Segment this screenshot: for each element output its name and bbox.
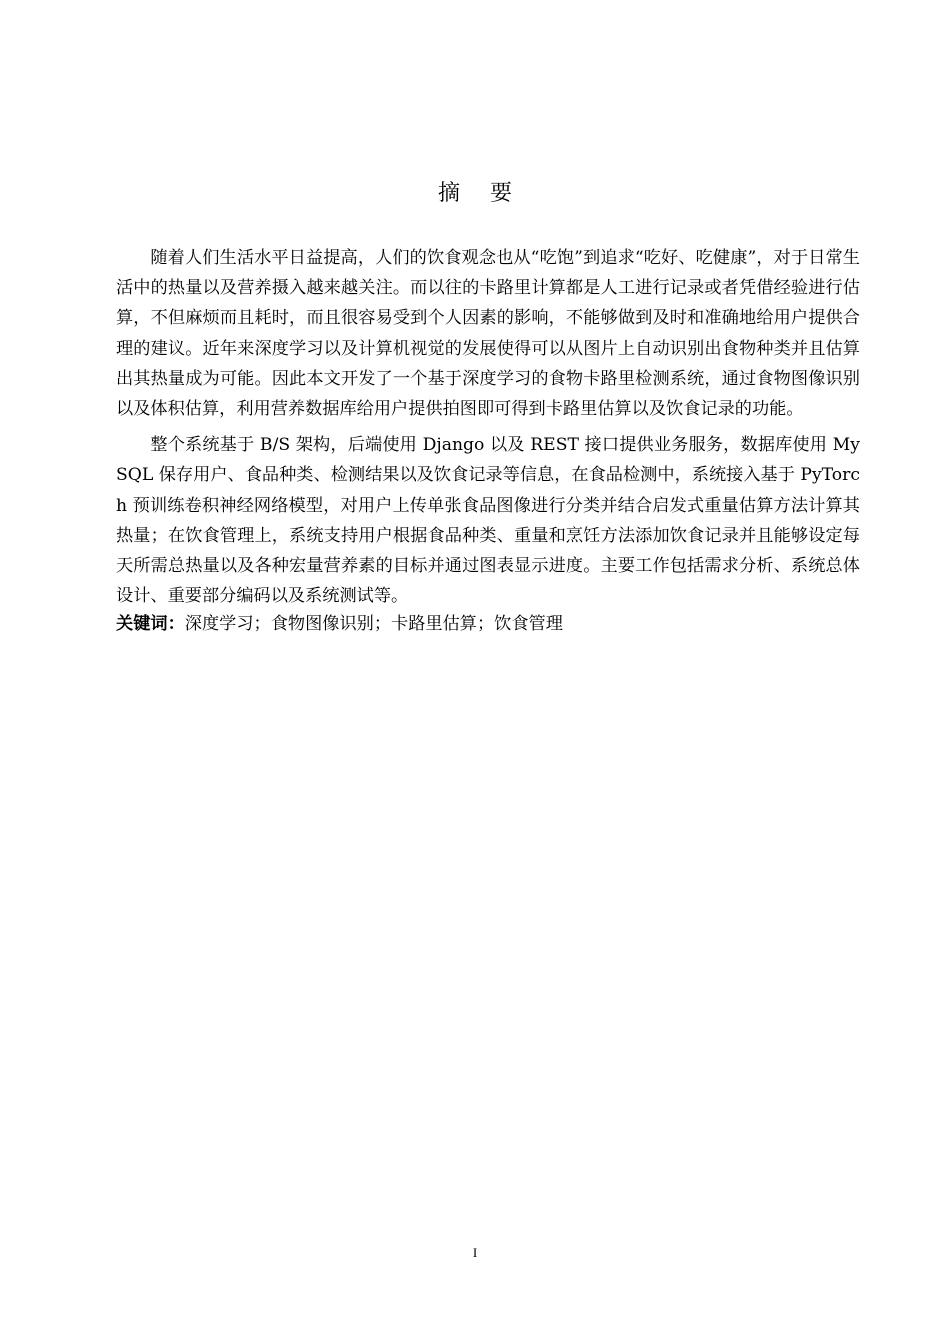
keywords-list: 深度学习；食物图像识别；卡路里估算；饮食管理 [184,614,563,635]
keywords-label: 关键词： [116,614,185,635]
abstract-title: 摘要 [437,181,542,206]
abstract-paragraph-1: 随着人们生活水平日益提高，人们的饮食观念也从“吃饱”到追求“吃好、吃健康”，对于日常生活中的热量以及营养摄入越来越关注。而以往的卡路里计算都是人工进行记录或者凭借经验进行估算，不但麻烦而且耗时，而且很容易受到个人因素的影响，不能够做到及时和准确地给用户提供合理的建议。近年来深度学习以及计算机视觉的发展使得可以从图片上自动识别出食物种类并且估算出其热量成为可能。因此本文开发了一个基于深度学习的食物卡路里检测系统，通过食物图像识别以及体积估算，利用营养数据库给用户提供拍图即可得到卡路里估算以及饮食记录的功能。 [116,248,860,420]
page-number: I [472,1245,478,1260]
keywords-line [116,611,860,637]
abstract-paragraph-2: 整个系统基于 B/S 架构，后端使用 Django 以及 REST 接口提供业务服务，数据库使用 MySQL 保存用户、食品种类、检测结果以及饮食记录等信息，在食品检测中，系统接入基于 PyTorch 预训练卷积神经网络模型，对用户上传单张食品图像进行分类并结合启发式重量估算方法计算其热量；在饮食管理上，系统支持用户根据食品种类、重量和烹饪方法添加饮食记录并且能够设定每天所需总热量以及各种宏量营养素的目标并通过图表显示进度。主要工作包括需求分析、系统总体设计、重要部分编码以及系统测试等。 [116,435,860,607]
abstract-body [116,243,860,637]
